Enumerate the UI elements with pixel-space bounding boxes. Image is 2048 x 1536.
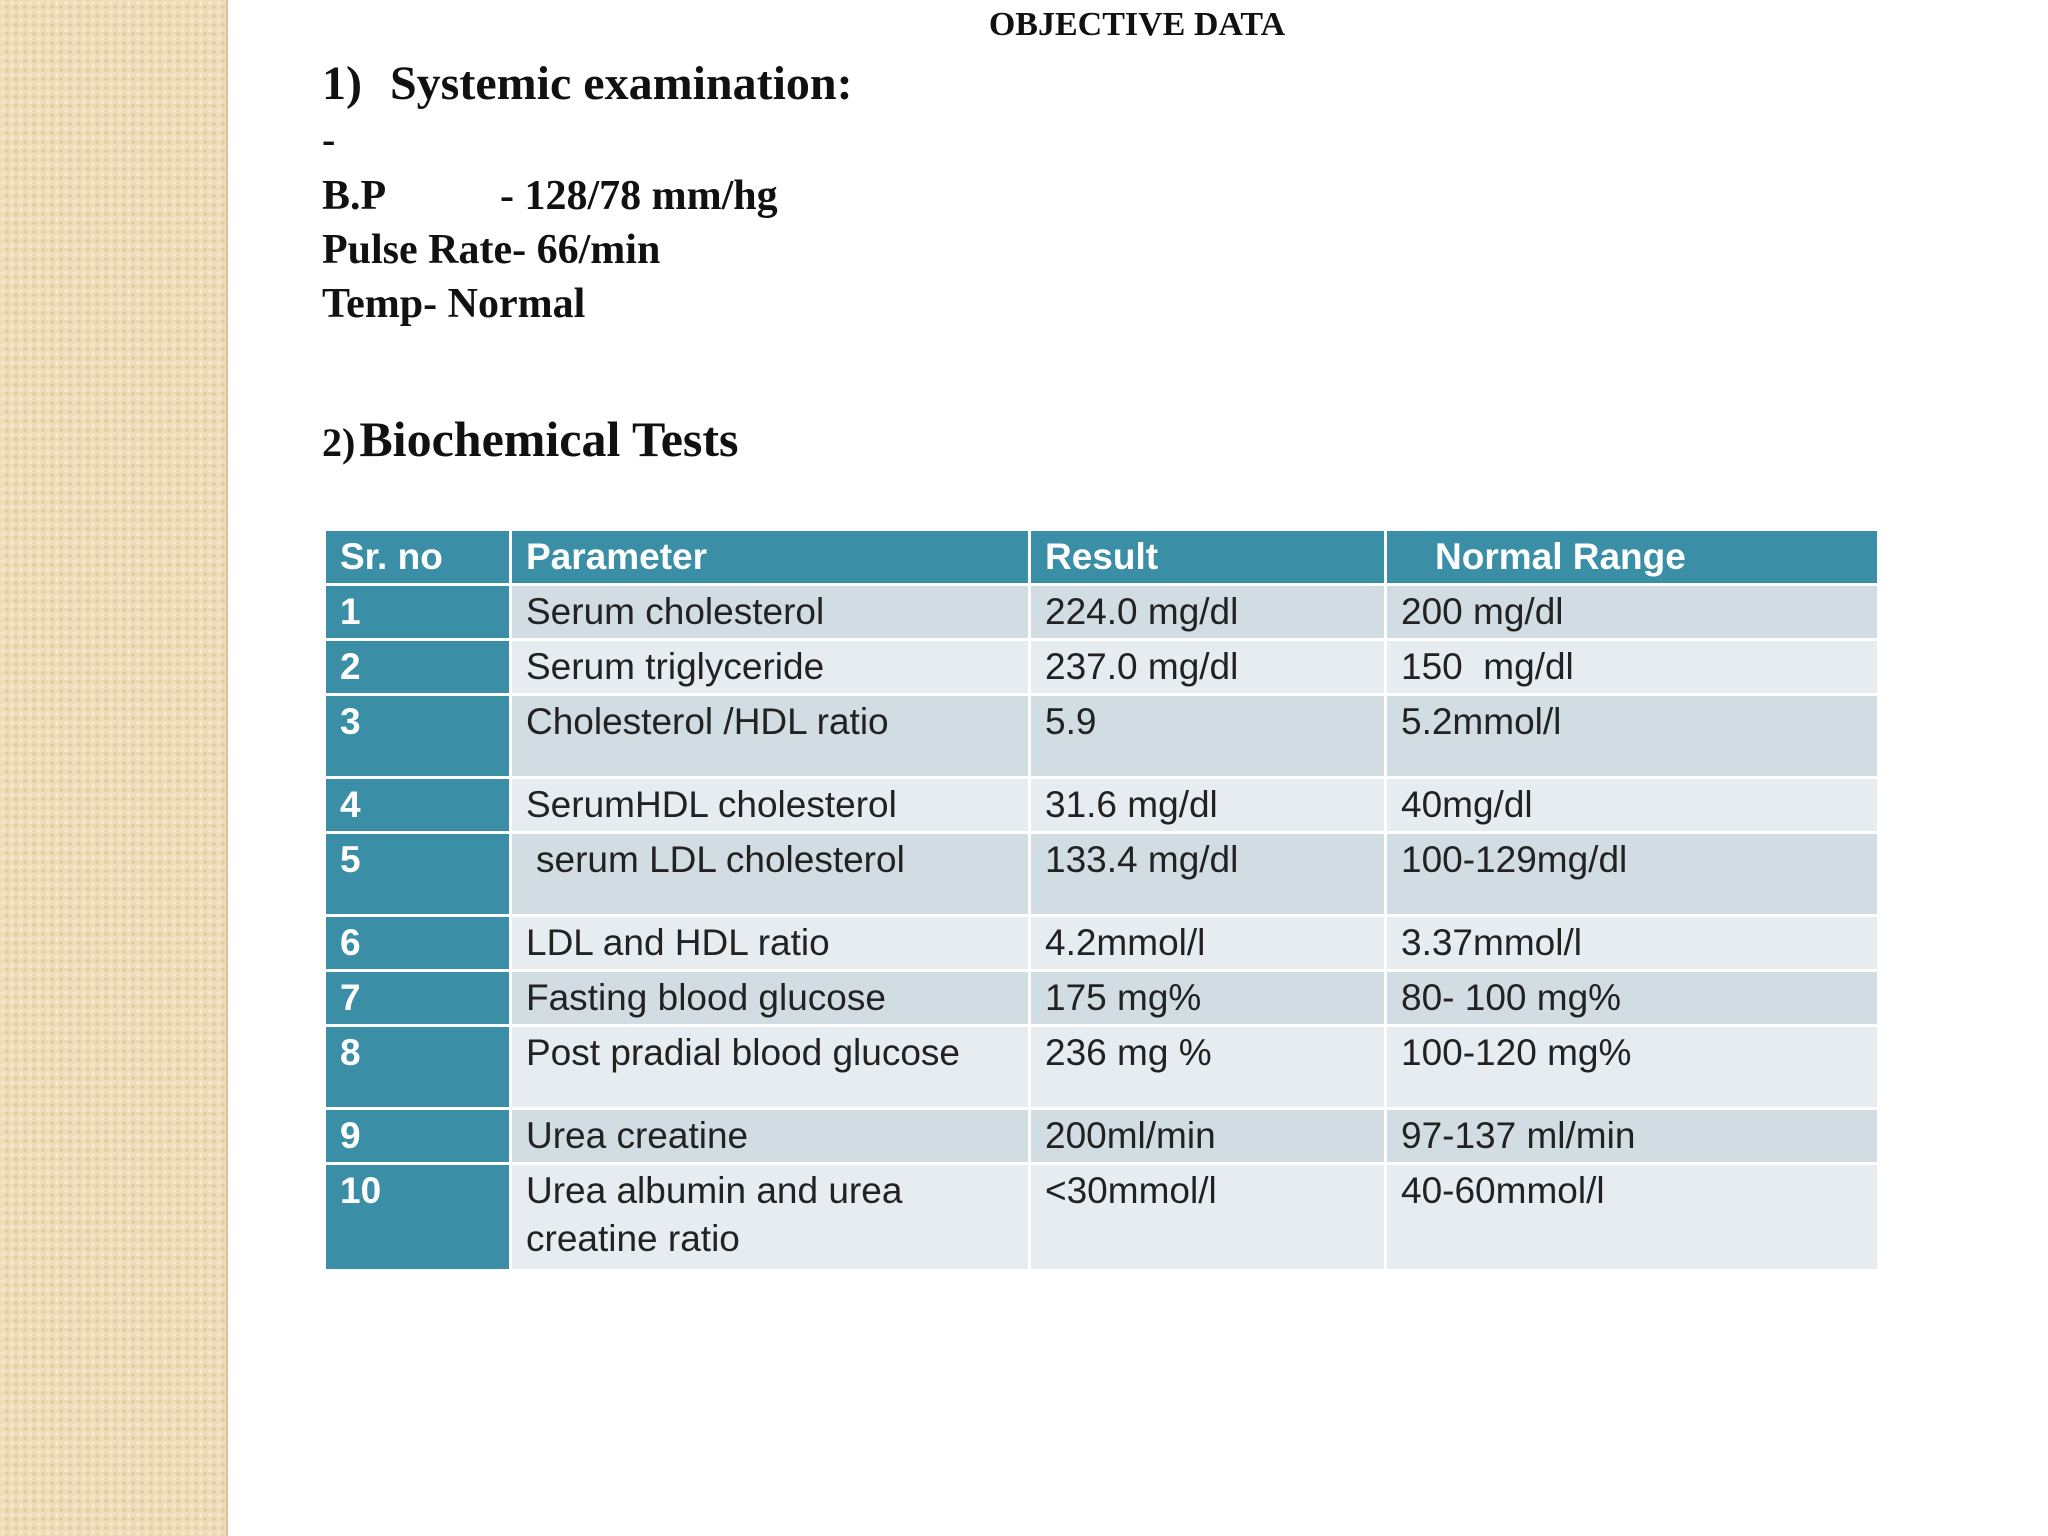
table-row — [325, 916, 1879, 971]
range-cell: 150 mg/dl — [1386, 640, 1879, 695]
sr-cell: 7 — [325, 971, 511, 1026]
section-title-text: Biochemical Tests — [359, 411, 739, 467]
table-row — [325, 833, 1879, 916]
result-cell: 237.0 mg/dl — [1030, 640, 1386, 695]
table-row — [325, 1026, 1879, 1109]
parameter-cell: Serum triglyceride — [511, 640, 1030, 695]
pulse-reading: Pulse Rate- 66/min — [322, 227, 661, 273]
header-normal-range: Normal Range — [1386, 530, 1879, 585]
bp-label: B.P — [322, 173, 387, 219]
sr-cell: 4 — [325, 778, 511, 833]
table-row — [325, 778, 1879, 833]
range-cell: 200 mg/dl — [1386, 585, 1879, 640]
range-cell: 100-129mg/dl — [1386, 833, 1879, 916]
table-row — [325, 585, 1879, 640]
result-cell: 133.4 mg/dl — [1030, 833, 1386, 916]
table-header-row — [325, 530, 1879, 585]
table-row — [325, 1109, 1879, 1164]
systemic-exam-title — [322, 56, 853, 111]
decorative-side-strip — [0, 0, 228, 1536]
sr-cell: 10 — [325, 1164, 511, 1271]
range-cell: 100-120 mg% — [1386, 1026, 1879, 1109]
parameter-cell: Fasting blood glucose — [511, 971, 1030, 1026]
parameter-cell: SerumHDL cholesterol — [511, 778, 1030, 833]
result-cell: 175 mg% — [1030, 971, 1386, 1026]
parameter-cell: Post pradial blood glucose — [511, 1026, 1030, 1109]
header-sr-no: Sr. no — [325, 530, 511, 585]
parameter-cell: Urea albumin and urea creatine ratio — [511, 1164, 1030, 1271]
bp-value: - 128/78 mm/hg — [500, 173, 778, 219]
sr-cell: 3 — [325, 695, 511, 778]
table-row — [325, 695, 1879, 778]
sr-cell: 1 — [325, 585, 511, 640]
range-cell: 40mg/dl — [1386, 778, 1879, 833]
range-cell: 3.37mmol/l — [1386, 916, 1879, 971]
sr-cell: 8 — [325, 1026, 511, 1109]
section-number: 1) — [322, 57, 362, 110]
parameter-cell: serum LDL cholesterol — [511, 833, 1030, 916]
section-number: 2) — [322, 420, 356, 465]
header-parameter: Parameter — [511, 530, 1030, 585]
sr-cell: 2 — [325, 640, 511, 695]
sr-cell: 5 — [325, 833, 511, 916]
table-row — [325, 971, 1879, 1026]
biochemical-tests-title — [322, 410, 739, 468]
result-cell: 31.6 mg/dl — [1030, 778, 1386, 833]
result-cell: 4.2mmol/l — [1030, 916, 1386, 971]
parameter-cell: Serum cholesterol — [511, 585, 1030, 640]
sr-cell: 9 — [325, 1109, 511, 1164]
table-row — [325, 1164, 1879, 1271]
range-cell: 97-137 ml/min — [1386, 1109, 1879, 1164]
parameter-cell: Cholesterol /HDL ratio — [511, 695, 1030, 778]
range-cell: 80- 100 mg% — [1386, 971, 1879, 1026]
range-cell: 5.2mmol/l — [1386, 695, 1879, 778]
result-cell: 5.9 — [1030, 695, 1386, 778]
range-cell: 40-60mmol/l — [1386, 1164, 1879, 1271]
result-cell: 224.0 mg/dl — [1030, 585, 1386, 640]
dash-marker: - — [322, 117, 336, 162]
parameter-cell: LDL and HDL ratio — [511, 916, 1030, 971]
section-title-text: Systemic examination: — [389, 57, 853, 110]
biochemical-tests-table — [323, 528, 1880, 1272]
temp-reading: Temp- Normal — [322, 281, 586, 327]
parameter-cell: Urea creatine — [511, 1109, 1030, 1164]
bp-reading — [322, 172, 778, 220]
header-result: Result — [1030, 530, 1386, 585]
result-cell: 236 mg % — [1030, 1026, 1386, 1109]
table-row — [325, 640, 1879, 695]
result-cell: <30mmol/l — [1030, 1164, 1386, 1271]
result-cell: 200ml/min — [1030, 1109, 1386, 1164]
page-heading: OBJECTIVE DATA — [988, 6, 1286, 43]
sr-cell: 6 — [325, 916, 511, 971]
